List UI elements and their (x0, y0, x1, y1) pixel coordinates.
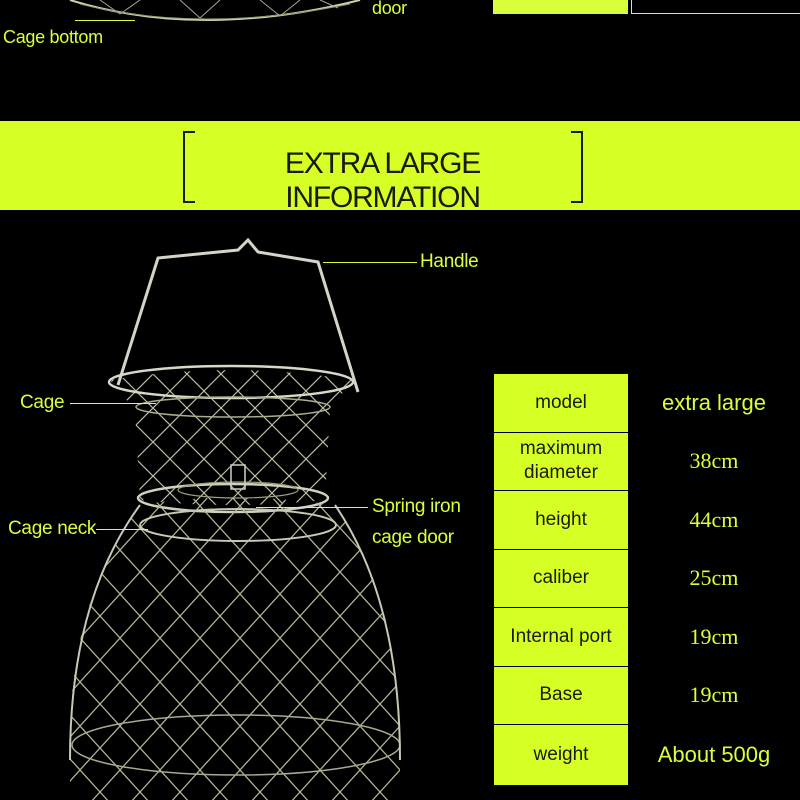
section-banner (0, 121, 800, 214)
handle-leader (323, 262, 417, 263)
fish-basket-image (60, 235, 420, 800)
spec-value: About 500g (629, 725, 800, 786)
spec-key: Base (494, 666, 629, 725)
spec-key: caliber (494, 549, 629, 608)
door-label: door (372, 0, 407, 18)
cage-bottom-label: Cage bottom (3, 27, 103, 47)
spec-row (494, 608, 800, 667)
spec-row (494, 725, 800, 786)
spec-value: 38cm (629, 432, 800, 491)
spec-value: 25cm (629, 549, 800, 608)
spec-key: model (494, 374, 629, 433)
spring-door-leader (256, 507, 368, 508)
spec-row (494, 666, 800, 725)
spec-row (494, 432, 800, 491)
spec-table (493, 373, 800, 786)
spec-row (494, 549, 800, 608)
banner-title: EXTRA LARGE INFORMATION (284, 147, 481, 214)
spec-key: weight (494, 725, 629, 786)
spring-door-label-line1: Spring iron (372, 496, 461, 517)
spec-row (494, 491, 800, 550)
spec-value: extra large (629, 374, 800, 433)
prev-table-key-cell (493, 0, 628, 14)
spec-key: maximum diameter (494, 432, 629, 491)
spec-value: 19cm (629, 608, 800, 667)
cage-label: Cage (20, 392, 65, 413)
spec-key: Internal port (494, 608, 629, 667)
spring-door-label-line2: cage door (372, 527, 454, 548)
spec-key: height (494, 491, 629, 550)
spec-row (494, 374, 800, 433)
cage-neck-leader (96, 529, 148, 530)
prev-table-value-cell (631, 0, 800, 14)
handle-label: Handle (420, 251, 479, 272)
spec-value: 44cm (629, 491, 800, 550)
cage-neck-label: Cage neck (8, 518, 97, 539)
cage-bottom-leader (75, 20, 135, 21)
cage-leader (70, 403, 156, 404)
spec-value: 19cm (629, 666, 800, 725)
